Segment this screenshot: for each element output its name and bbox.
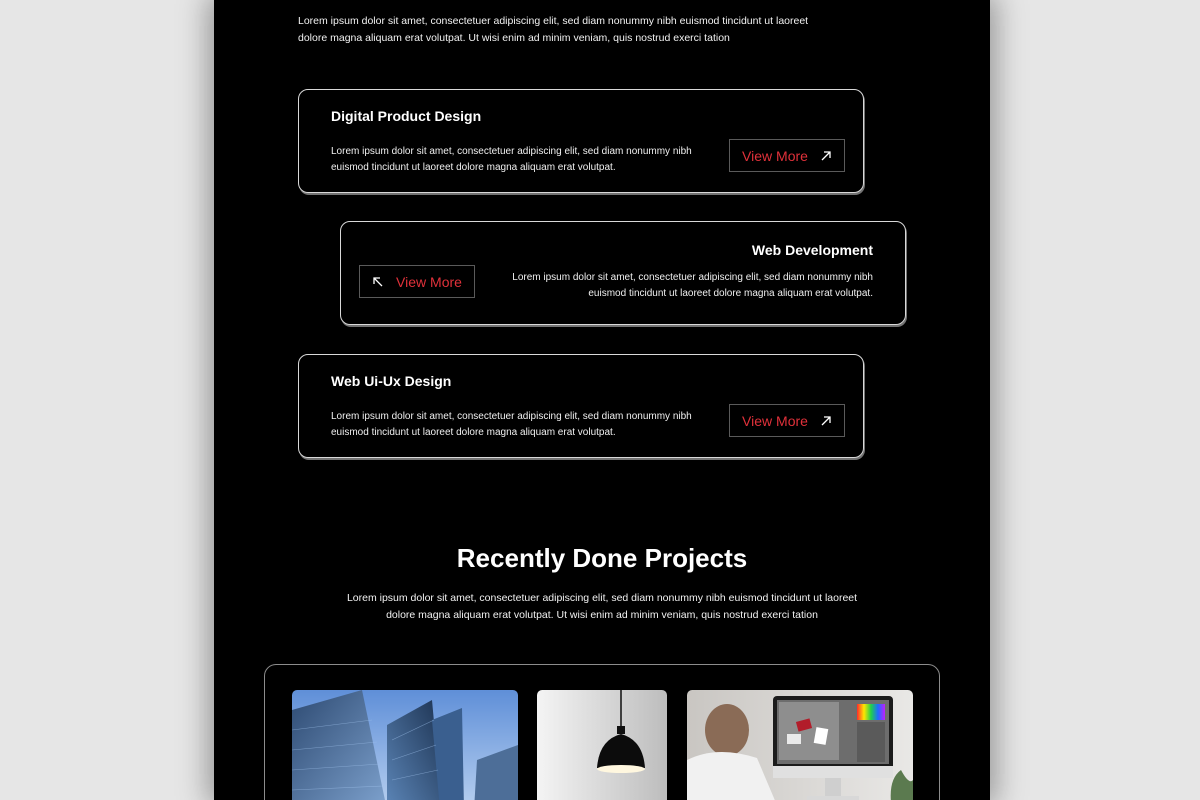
projects-section-description: Lorem ipsum dolor sit amet, consectetuer adipiscing elit, sed diam nonummy nibh euismod tincidunt ut laoreet dolore magna aliquam erat volutpat. Ut wisi enim ad minim veniam, quis nostrud exerci tation	[346, 592, 858, 621]
arrow-up-right-icon	[820, 415, 832, 427]
service-title: Digital Product Design	[331, 108, 482, 124]
service-description: Lorem ipsum dolor sit amet, consectetuer adipiscing elit, sed diam nonummy nibh euismod tincidunt ut laoreet dolore magna aliquam erat volutpat.	[331, 411, 692, 438]
projects-section-title: Recently Done Projects	[456, 543, 748, 573]
view-more-button[interactable]	[729, 404, 845, 437]
arrow-up-left-icon	[372, 276, 384, 288]
service-card-digital-product-design	[298, 89, 864, 193]
project-thumbnail-designer-workspace[interactable]	[687, 690, 913, 800]
service-title: Web Ui-Ux Design	[331, 373, 452, 389]
arrow-up-right-icon	[820, 150, 832, 162]
service-title: Web Development	[751, 242, 873, 258]
service-description: Lorem ipsum dolor sit amet, consectetuer adipiscing elit, sed diam nonummy nibh euismod tincidunt ut laoreet dolore magna aliquam erat volutpat.	[331, 146, 692, 173]
services-intro-text: Lorem ipsum dolor sit amet, consectetuer adipiscing elit, sed diam nonummy nibh euismod tincidunt ut laoreet dolore magna aliquam erat volutpat. Ut wisi enim ad minim veniam, quis nostrud exerci tation	[298, 15, 809, 44]
view-more-label: View More	[742, 147, 808, 164]
website-page	[214, 0, 990, 800]
service-card-web-development	[340, 221, 906, 325]
project-thumbnail-skyscrapers[interactable]	[292, 690, 518, 800]
project-thumbnail-pendant-lamp[interactable]	[537, 690, 667, 800]
service-description: Lorem ipsum dolor sit amet, consectetuer adipiscing elit, sed diam nonummy nibh euismod tincidunt ut laoreet dolore magna aliquam erat volutpat.	[512, 272, 873, 299]
view-more-button[interactable]	[729, 139, 845, 172]
view-more-label: View More	[742, 412, 808, 429]
projects-gallery	[264, 664, 940, 800]
view-more-button[interactable]	[359, 265, 475, 298]
view-more-label: View More	[396, 273, 462, 290]
service-card-web-ui-ux-design	[298, 354, 864, 458]
